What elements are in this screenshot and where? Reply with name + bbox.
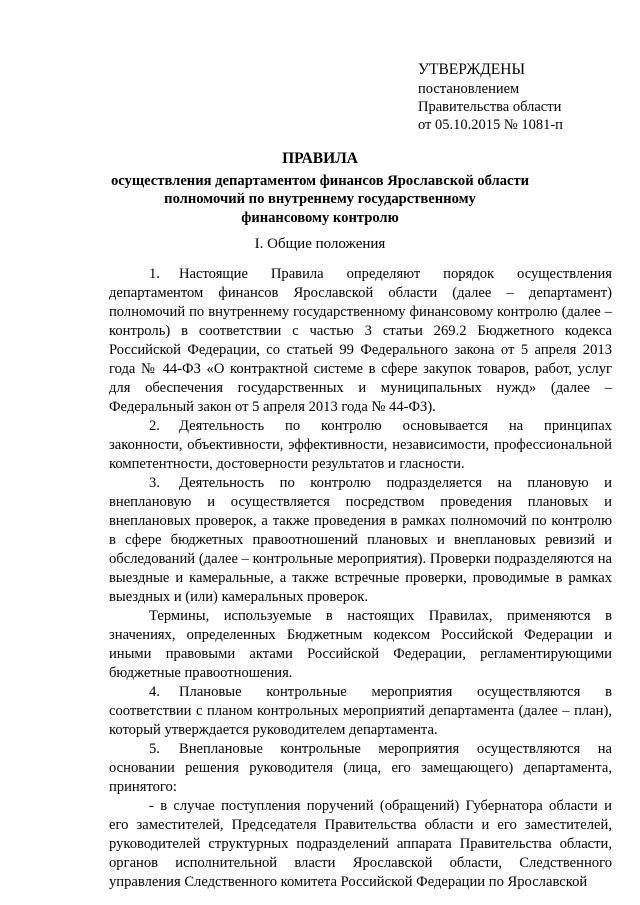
- paragraph-5-item: [109, 797, 612, 892]
- paragraph-text: его заместителей, Председателя Правительства области и его заместителей, руководителей структурных подразделений аппарата Правительства области, органов исполнительной власти Ярославской области, Следственного управления Следственного комитета Российской Федерации по Ярославской: [109, 817, 612, 890]
- paragraph-text: внеплановую и осуществляется посредством проведения плановых и внеплановых проверок, а также проведения в рамках полномочий по контролю в сфере бюджетных правоотношений плановых и внеплановых ревизий и обследований (далее – контрольные мероприятия). Проверки подразделяются на выездные и камеральные, а также встречные проверки, проводимые в рамках выездных и (или) камеральных проверок.: [109, 494, 612, 605]
- section-heading: I. Общие положения: [254, 236, 386, 252]
- paragraph-3: [109, 474, 612, 607]
- paragraph-4: [109, 683, 612, 740]
- paragraph-number: 2.: [149, 418, 160, 434]
- paragraph-first-line: - в случае поступления поручений (обращений) Губернатора области и: [149, 798, 612, 814]
- paragraph-number: 3.: [149, 475, 160, 491]
- approval-line: Правительства области: [418, 99, 562, 115]
- paragraph-5: [109, 740, 612, 797]
- paragraph-number: 4.: [149, 684, 160, 700]
- paragraph-number: 5.: [149, 741, 160, 757]
- title-line: осуществления департаментом финансов Ярославской области: [110, 172, 530, 189]
- paragraph-text: законности, объективности, эффективности, независимости, профессиональной компетентности, достоверности результатов и гласности.: [109, 437, 612, 472]
- paragraph-first-line: 3. Деятельность по контролю подразделяется на плановую и: [149, 475, 612, 491]
- approval-line: от 05.10.2015 № 1081-п: [418, 117, 563, 133]
- paragraph-text: департаментом финансов Ярославской области (далее – департамент) полномочий по внутреннему государственному финансовому контролю (далее – контроль) в соответствии с частью 3 статьи 269.2 Бюджетного кодекса Российской Федерации, со статьей 99 Федерального закона от 5 апреля 2013 года № 44-ФЗ «О контрактной системе в сфере закупок товаров, работ, услуг для обеспечения государственных и муниципальных нужд» (далее – Федеральный закон от 5 апреля 2013 года № 44-ФЗ).: [109, 285, 612, 415]
- paragraph-first-line: 1. Настоящие Правила определяют порядок осуществления: [149, 266, 612, 282]
- document-body: [109, 265, 612, 892]
- paragraph-text: значениях, определенных Бюджетным кодексом Российской Федерации и иными правовыми актами Российской Федерации, регламентирующими бюджетные правоотношения.: [109, 627, 612, 681]
- paragraph-2: [109, 417, 612, 474]
- approval-stamp: [418, 60, 618, 134]
- paragraph-1: [109, 265, 612, 417]
- paragraph-first-line: 4. Плановые контрольные мероприятия осуществляются в: [149, 684, 612, 700]
- title-heading: ПРАВИЛА: [282, 150, 358, 167]
- paragraph-terms: [109, 607, 612, 683]
- paragraph-text: соответствии с планом контрольных мероприятий департамента (далее – план), который утверждается руководителем департамента.: [109, 703, 612, 738]
- paragraph-text: основании решения руководителя (лица, его замещающего) департамента, принятого:: [109, 760, 612, 795]
- approval-heading: УТВЕРЖДЕНЫ: [418, 61, 525, 78]
- paragraph-first-line: Термины, используемые в настоящих Правилах, применяются в: [149, 608, 612, 624]
- approval-line: постановлением: [418, 81, 520, 97]
- paragraph-first-line: 5. Внеплановые контрольные мероприятия осуществляются на: [149, 741, 612, 757]
- paragraph-number: 1.: [149, 266, 160, 282]
- title-line: финансовому контролю: [241, 209, 399, 226]
- paragraph-first-line: 2. Деятельность по контролю основывается на принципах: [149, 418, 612, 434]
- title-line: полномочий по внутреннему государственному: [164, 191, 476, 208]
- document-title: [0, 150, 640, 227]
